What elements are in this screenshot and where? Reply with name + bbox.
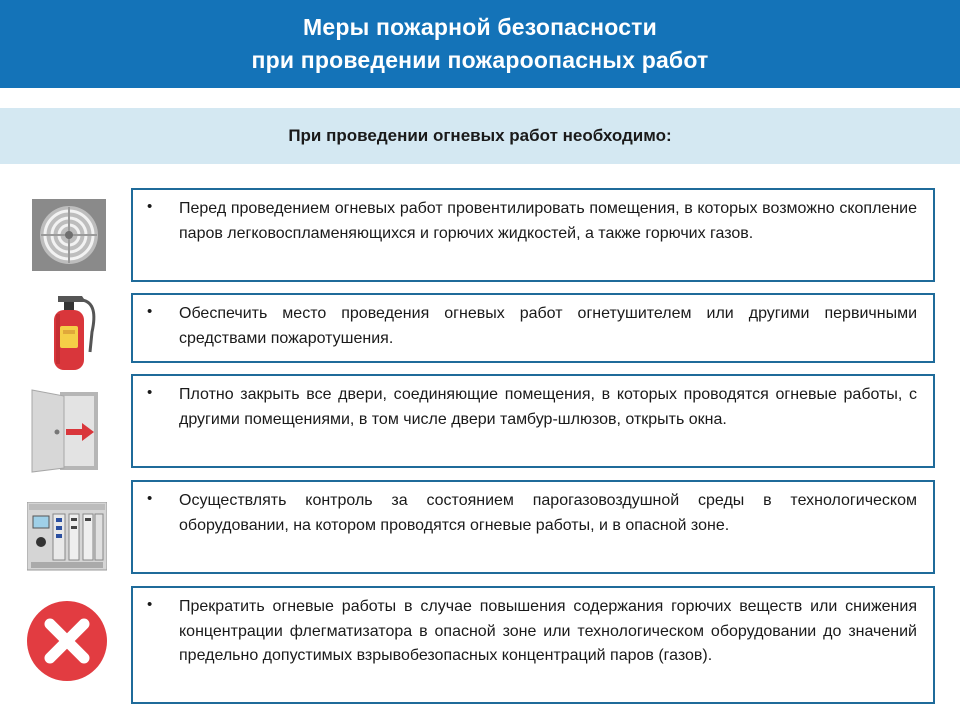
gas-analyzer-icon xyxy=(27,502,107,572)
stop-cross-icon xyxy=(26,600,108,682)
measure-text-3: Плотно закрыть все двери, соединяющие помещения, в которых проводятся огневые работы, с другими помещениями, в том числе двери тамбур-шлюзов, открыть окна. xyxy=(179,386,917,428)
measure-item-4 xyxy=(131,480,935,574)
bullet: • xyxy=(147,596,153,613)
measure-text-5: Прекратить огневые работы в случае повышения содержания горючих веществ или снижения концентрации флегматизатора в опасной зоне или технологическом оборудовании до значений предельно допустимых взрывобезопасных концентраций паров (газов). xyxy=(179,598,917,664)
door-icon xyxy=(30,388,100,474)
bullet: • xyxy=(147,384,153,401)
measure-text-2: Обеспечить место проведения огневых работ огнетушителем или другими первичными средствами пожаротушения. xyxy=(179,305,917,347)
header-title-line1: Меры пожарной безопасности xyxy=(303,14,657,40)
bullet: • xyxy=(147,490,153,507)
fire-extinguisher-icon xyxy=(38,292,98,372)
ventilation-fan-icon xyxy=(32,199,106,271)
measure-item-2 xyxy=(131,293,935,363)
measure-item-5 xyxy=(131,586,935,704)
measure-item-3 xyxy=(131,374,935,468)
bullet: • xyxy=(147,303,153,320)
measure-item-1 xyxy=(131,188,935,282)
header-title-line2: при проведении пожароопасных работ xyxy=(251,47,709,73)
page-header xyxy=(0,0,960,88)
measure-text-1: Перед проведением огневых работ провентилировать помещения, в которых возможно скопление паров легковоспламеняющихся и горючих жидкостей, а также горючих газов. xyxy=(179,200,917,242)
bullet: • xyxy=(147,198,153,215)
section-heading: При проведении огневых работ необходимо: xyxy=(0,108,960,164)
measure-text-4: Осуществлять контроль за состоянием парогазовоздушной среды в технологическом оборудовании, на котором проводятся огневые работы, и в опасной зоне. xyxy=(179,492,917,534)
